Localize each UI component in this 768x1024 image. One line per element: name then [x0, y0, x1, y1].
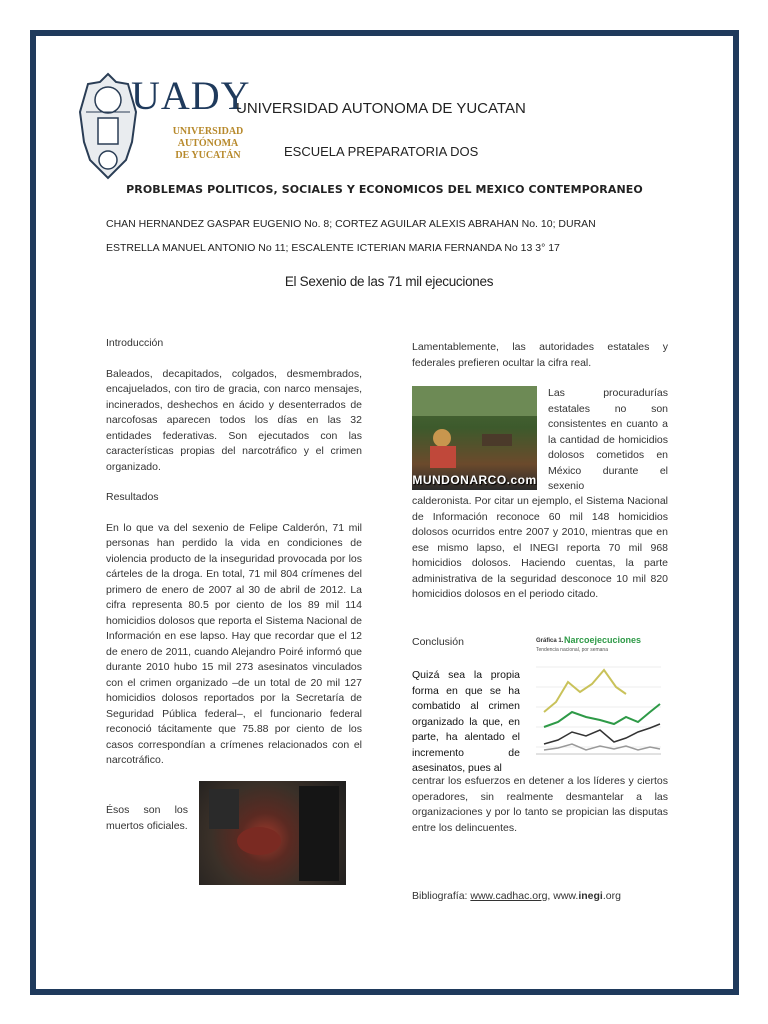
chart-series-yellow [544, 670, 626, 712]
uady-logo: UADY [131, 73, 251, 118]
photo-watermark: MUNDONARCO.com [412, 473, 537, 487]
official-dead-text: Ésos son los muertos oficiales. [106, 804, 188, 832]
authors: CHAN HERNANDEZ GASPAR EUGENIO No. 8; CORTEZ AGUILAR ALEXIS ABRAHAN No. 10; DURAN ESTRELLA MANUEL ANTONIO No 11; ESCALENTE ICTERIAN MARIA FERNANDA No 13 3° 17 [106, 218, 596, 254]
chart-title: Narcoejecuciones [564, 635, 642, 645]
bibliography [412, 889, 692, 905]
chart-series-green [544, 704, 660, 727]
uady-logo-subtitle: UNIVERSIDAD AUTÓNOMA DE YUCATÁN [172, 126, 244, 161]
conclusion-heading: Conclusión [412, 636, 464, 648]
procuradurias-wrap-text: Las procuradurías estatales no son consistentes en cuanto a la cantidad de homicidios dolosos cometidos en México durante el sexenio [548, 387, 668, 492]
conclusion-rest-text: centrar los esfuerzos en detener a los líderes y ciertos operadores, sin realmente desmantelar a las organizaciones y por lo tanto se propician las disputas entre los delincuentes. [412, 775, 668, 834]
school-name: ESCUELA PREPARATORIA DOS [284, 144, 479, 159]
university-name: UNIVERSIDAD AUTONOMA DE YUCATAN [236, 100, 526, 117]
left-column [106, 336, 362, 769]
bib-link-inegi-tail: .org [602, 890, 621, 902]
page-frame [30, 30, 739, 995]
bib-separator: , www. [547, 890, 579, 902]
results-text: En lo que va del sexenio de Felipe Calderón, 71 mil personas han perdido la vida en condiciones de violencia producto de la inseguridad provocada por los cárteles de la droga. En total, 71 mil 804 crímenes del primero de enero de 2007 al 30 de abril de 2012. La cifra representa 80.5 por ciento de los 89 mil 114 homicidios dolosos que reporta el Sistema Nacional de Información en ese lapso. Hay que recordar que el 12 de enero de 2011, cuando Alejandro Poiré informó que durante 2010 hubo 15 mil 273 asesinatos vinculados con el crimen organizado –de un total de 20 mil 127 homicidios dolosos reportados por la Secretaría de Seguridad Pública federal–, el funcionario federal reconoció tácitamente que 75.88 por ciento de los casos correspondían a crímenes relacionados con el narcotráfico. [106, 521, 362, 766]
chart-subtitle: Tendencia nacional, por semana [536, 647, 608, 653]
procuradurias-rest-text: calderonista. Por citar un ejemplo, el Sistema Nacional de Información reconoce 60 mil 148 homicidios dolosos ocurridos entre 2007 y 2010, mientras que en ese mismo lapso, el INEGI reporta 70 mil 968 homicidios dolosos. Haciendo cuentas, la parte administrativa de la seguridad desconoce 10 mil 820 homicidios dolosos en el periodo citado. [412, 495, 668, 600]
results-heading: Resultados [106, 491, 159, 503]
conclusion-wrap-text: Quizá sea la propia forma en que se ha combatido al crimen organizado la que, en parte, ha alentado el incremento de asesinatos, pues al [412, 669, 520, 774]
bibliography-label: Bibliografía: [412, 890, 468, 902]
intro-heading: Introducción [106, 337, 164, 349]
course-title: PROBLEMAS POLITICOS, SOCIALES Y ECONOMICOS DEL MEXICO CONTEMPORANEO [126, 183, 643, 196]
intro-text: Baleados, decapitados, colgados, desmembrados, encajuelados, con tiro de gracia, con narco mensajes, incinerados, deshechos en ácido y desenterrados de narcofosas aparecen todos los días en las 32 entidades federativas. Son ejecutados con las características propias del narcotráfico y el crimen organizado. [106, 367, 362, 473]
article-title: El Sexenio de las 71 mil ejecuciones [284, 274, 494, 289]
bib-link-inegi[interactable]: inegi [578, 890, 603, 902]
right-top-text: Lamentablemente, las autoridades estatales y federales prefieren ocultar la cifra real. [412, 341, 668, 369]
narcoejecuciones-chart [526, 632, 666, 762]
narco-photo [412, 386, 537, 490]
bib-link-cadhac[interactable]: www.cadhac.org [470, 890, 548, 902]
chart-label: Gráfica 1. [536, 638, 564, 644]
crime-scene-photo [199, 781, 346, 885]
